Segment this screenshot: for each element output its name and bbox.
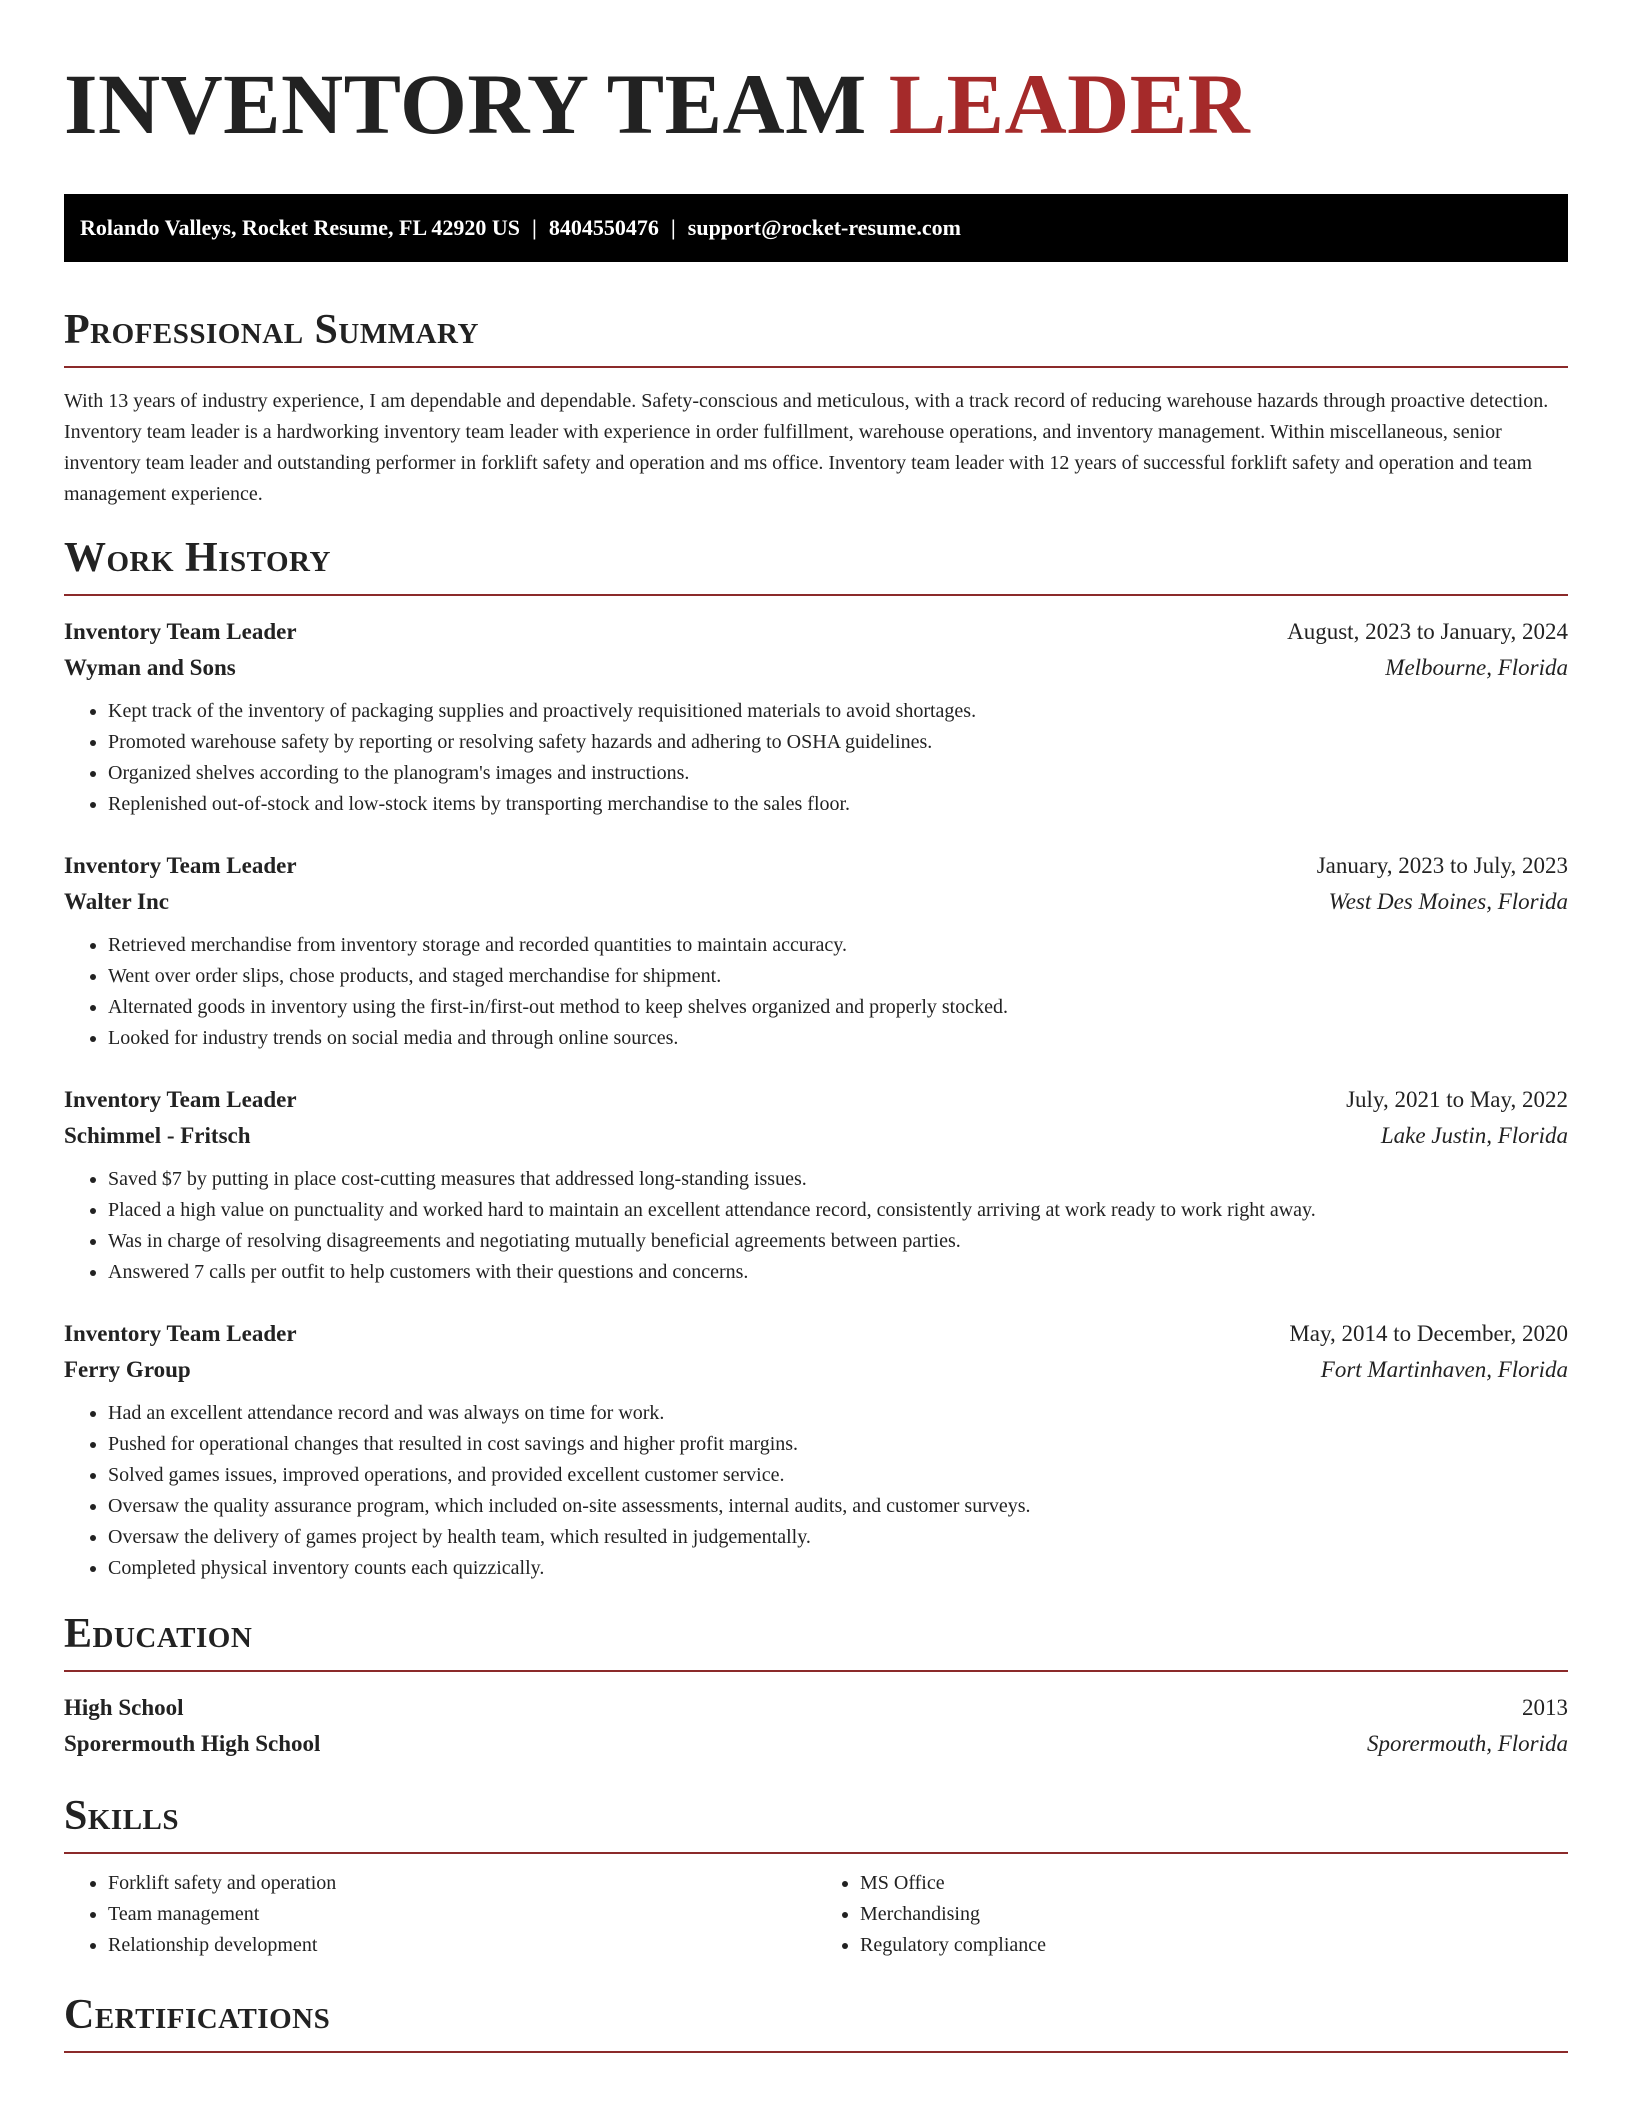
skills-list-right [816, 1868, 1568, 1961]
contact-address: Rolando Valleys, Rocket Resume, FL 42920 US [80, 215, 521, 240]
skill-item: • Team management [108, 1899, 816, 1930]
list-item: • Solved games issues, improved operations, and provided excellent customer service. [108, 1460, 1568, 1491]
job-location: West Des Moines, Florida [1328, 889, 1568, 914]
education-location: Sporermouth, Florida [1366, 1731, 1568, 1756]
job-title: Inventory Team Leader [64, 853, 297, 878]
job-dates: August, 2023 to January, 2024 [1287, 619, 1568, 644]
job-dates: May, 2014 to December, 2020 [1289, 1321, 1568, 1346]
job-entry [64, 848, 1568, 1054]
skill-item: • Merchandising [860, 1899, 1568, 1930]
list-item: • Placed a high value on punctuality and worked hard to maintain an excellent attendance record, consistently arriving at work ready to work right away. [108, 1195, 1568, 1226]
list-item: • Was in charge of resolving disagreements and negotiating mutually beneficial agreements between parties. [108, 1226, 1568, 1257]
list-item: • Organized shelves according to the planogram's images and instructions. [108, 758, 1568, 789]
job-company: Schimmel - Fritsch [64, 1123, 251, 1148]
list-item: • Alternated goods in inventory using the first-in/first-out method to keep shelves organized and properly stocked. [108, 992, 1568, 1023]
education-year: 2013 [1522, 1695, 1568, 1720]
summary-heading: Professional Summary [64, 306, 1568, 368]
job-company: Walter Inc [64, 889, 169, 914]
list-item: • Oversaw the delivery of games project by health team, which resulted in judgementally. [108, 1522, 1568, 1553]
work-section [64, 534, 1568, 1584]
contact-phone: 8404550476 [548, 215, 659, 240]
skills-list-left [64, 1868, 816, 1961]
summary-text: With 13 years of industry experience, I am dependable and dependable. Safety-conscious and meticulous, with a track record of reducing warehouse hazards through proactive detection. Inventory team leader is a hardworking inventory team leader with experience in order fulfillment, warehouse operations, and inventory management. Within miscellaneous, senior inventory team leader and outstanding performer in forklift safety and operation and ms office. Inventory team leader with 12 years of successful forklift safety and operation and team management experience. [64, 390, 1549, 505]
list-item: • Looked for industry trends on social media and through online sources. [108, 1023, 1568, 1054]
work-heading: Work History [64, 534, 1568, 596]
job-entry [64, 614, 1568, 820]
title-accent: LEADER [888, 56, 1251, 152]
list-item: • Saved $7 by putting in place cost-cutting measures that addressed long-standing issues. [108, 1164, 1568, 1195]
list-item: • Kept track of the inventory of packaging supplies and proactively requisitioned materials to avoid shortages. [108, 696, 1568, 727]
skills-columns [64, 1868, 1568, 1961]
skill-item: • Regulatory compliance [860, 1930, 1568, 1961]
list-item: • Pushed for operational changes that resulted in cost savings and higher profit margins. [108, 1429, 1568, 1460]
job-title: Inventory Team Leader [64, 619, 297, 644]
skill-item: • Forklift safety and operation [108, 1868, 816, 1899]
education-heading: Education [64, 1610, 1568, 1672]
job-dates: January, 2023 to July, 2023 [1316, 853, 1568, 878]
education-entry [64, 1690, 1568, 1762]
job-location: Melbourne, Florida [1385, 655, 1568, 680]
list-item: • Answered 7 calls per outfit to help customers with their questions and concerns. [108, 1257, 1568, 1288]
skills-heading: Skills [64, 1792, 1568, 1854]
skill-item: • Relationship development [108, 1930, 816, 1961]
job-dates: July, 2021 to May, 2022 [1346, 1087, 1568, 1112]
contact-separator: | [670, 215, 676, 240]
job-title: Inventory Team Leader [64, 1087, 297, 1112]
list-item: • Promoted warehouse safety by reporting or resolving safety hazards and adhering to OSHA guidelines. [108, 727, 1568, 758]
skill-item: • MS Office [860, 1868, 1568, 1899]
job-bullets [64, 930, 1568, 1054]
job-company: Wyman and Sons [64, 655, 236, 680]
page-title [64, 0, 1568, 176]
job-title: Inventory Team Leader [64, 1321, 297, 1346]
title-main: INVENTORY TEAM [64, 56, 867, 152]
job-entry [64, 1316, 1568, 1584]
list-item: • Replenished out-of-stock and low-stock items by transporting merchandise to the sales floor. [108, 789, 1568, 820]
job-bullets [64, 696, 1568, 820]
job-bullets [64, 1164, 1568, 1288]
skills-section [64, 1792, 1568, 1961]
list-item: • Went over order slips, chose products, and staged merchandise for shipment. [108, 961, 1568, 992]
contact-email: support@rocket-resume.com [687, 215, 961, 240]
job-location: Fort Martinhaven, Florida [1320, 1357, 1568, 1382]
list-item: • Retrieved merchandise from inventory storage and recorded quantities to maintain accuracy. [108, 930, 1568, 961]
certifications-heading: Certifications [64, 1991, 1568, 2053]
job-entry [64, 1082, 1568, 1288]
contact-bar [64, 194, 1568, 262]
job-location: Lake Justin, Florida [1380, 1123, 1568, 1148]
job-company: Ferry Group [64, 1357, 191, 1382]
contact-separator: | [532, 215, 537, 240]
education-section [64, 1610, 1568, 1762]
list-item: • Oversaw the quality assurance program, which included on-site assessments, internal audits, and customer surveys. [108, 1491, 1568, 1522]
list-item: • Completed physical inventory counts each quizzically. [108, 1553, 1568, 1584]
summary-section [64, 306, 1568, 510]
list-item: • Had an excellent attendance record and was always on time for work. [108, 1398, 1568, 1429]
job-bullets [64, 1398, 1568, 1584]
certifications-section [64, 1991, 1568, 2053]
education-school: Sporermouth High School [64, 1731, 321, 1756]
education-degree: High School [64, 1695, 184, 1720]
